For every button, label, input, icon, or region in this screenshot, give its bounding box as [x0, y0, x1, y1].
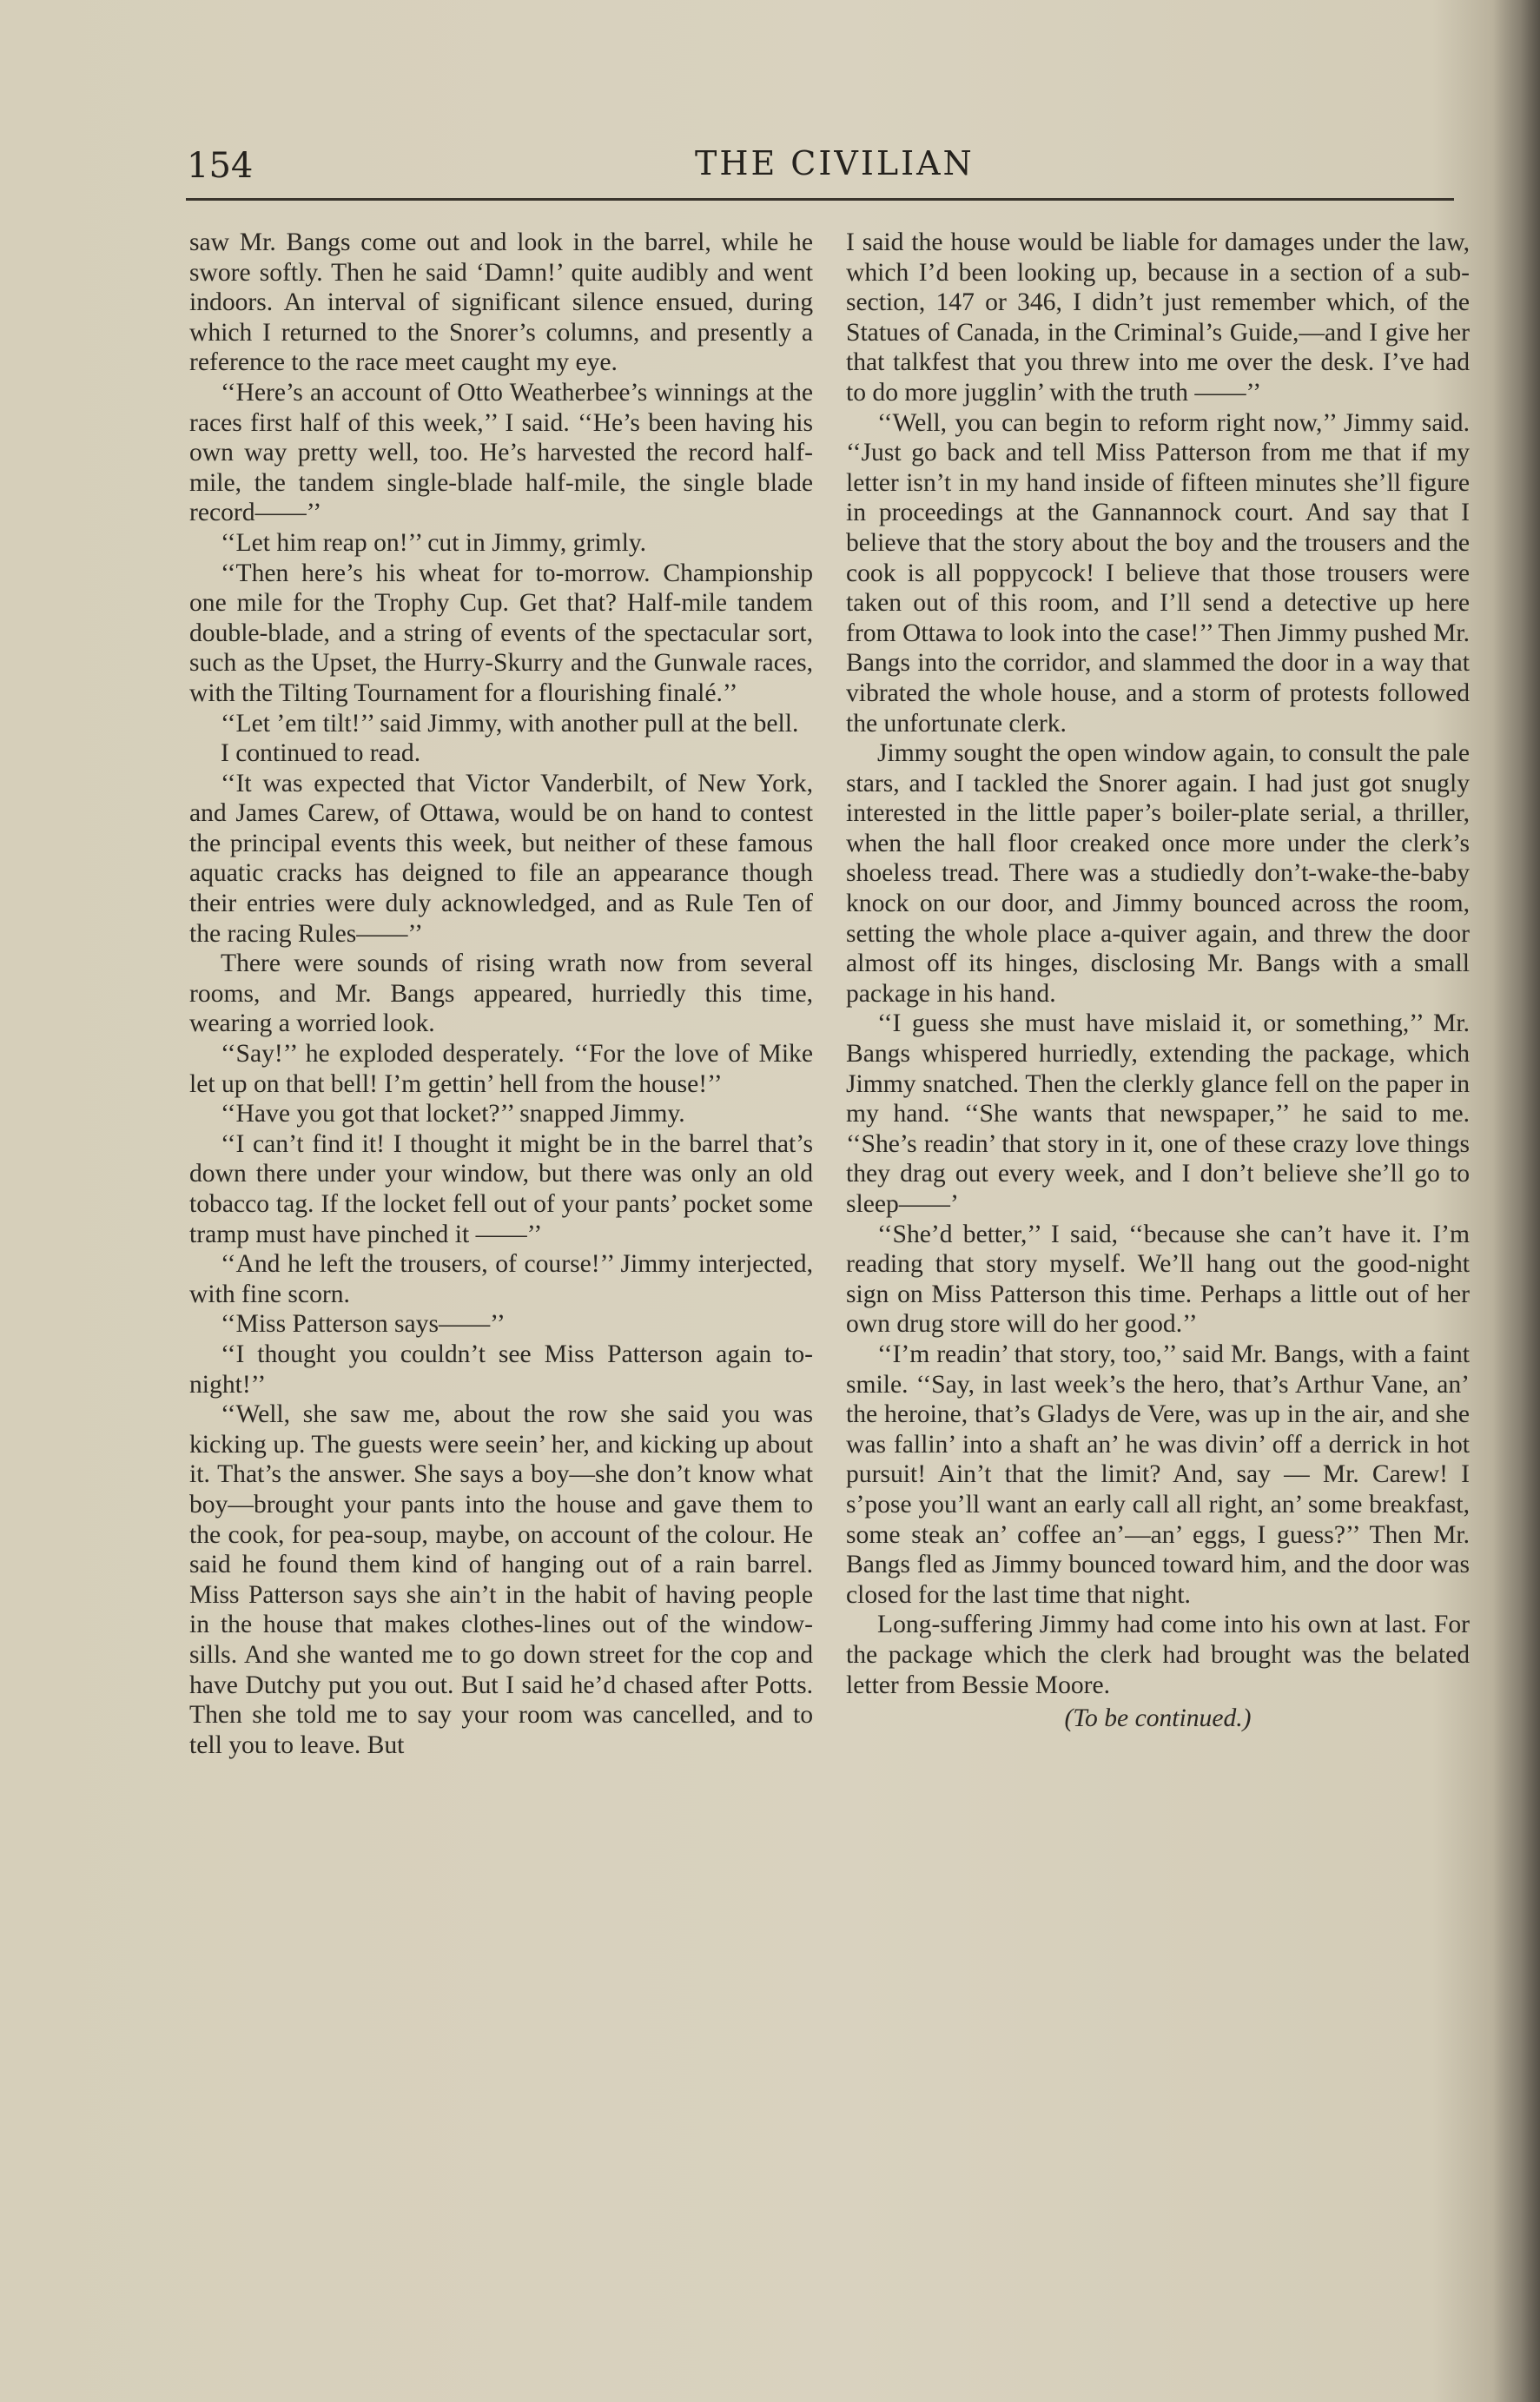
paragraph: ‘‘Say!’’ he exploded desperately. ‘‘For the love of Mike let up on that bell! I’m gettin’ hell from the house!’’: [189, 1040, 813, 1098]
paragraph: ‘‘Have you got that locket?’’ snapped Jimmy.: [221, 1100, 685, 1128]
paragraph: There were sounds of rising wrath now from several rooms, and Mr. Bangs appeared, hurriedly this time, wearing a worried look.: [189, 950, 813, 1038]
paragraph: ‘‘It was expected that Victor Vanderbilt, of New York, and James Carew, of Ottawa, would be on hand to contest the principal events this week, but neither of these famous aquatic cracks has deigned to file an appearance though their entries were duly acknowledged, and as Rule Ten of the racing Rules——’’: [189, 769, 813, 948]
right-column: [846, 228, 1470, 1734]
paragraph: ‘‘Let ’em tilt!’’ said Jimmy, with another pull at the bell.: [221, 709, 799, 738]
paragraph: I continued to read.: [221, 739, 421, 768]
page-binding-shadow: [1492, 0, 1540, 2402]
paragraph: ‘‘Well, she saw me, about the row she said you was kicking up. The guests were seein’ her, and kicking up about it. That’s the answer. She says a boy—she don’t know what boy—brought your pants into the house and gave them to the cook, for pea-soup, maybe, on account of the colour. He said he found them kind of hanging out of a rain barrel. Miss Patterson says she ain’t in the habit of having people in the house that makes clothes-lines out of the window-sills. And she wanted me to go down street for the cop and have Dutchy put you out. But I said he’d chased after Potts. Then she told me to say your room was cancelled, and to tell you to leave. But: [189, 1400, 813, 1759]
paragraph: Long-suffering Jimmy had come into his own at last. For the package which the clerk had brought was the belated letter from Bessie Moore.: [846, 1611, 1470, 1699]
paragraph: ‘‘Well, you can begin to reform right now,’’ Jimmy said. ‘‘Just go back and tell Miss Patterson from me that if my letter isn’t in my hand inside of fifteen minutes she’ll figure in proceedings at the Gannannock court. And say that I believe that the story about the boy and the trousers and the cook is all poppycock! I believe that those trousers were taken out of this room, and I’ll send a detective up here from Ottawa to look into the case!’’ Then Jimmy pushed Mr. Bangs into the corridor, and slammed the door in a way that vibrated the whole house, and a storm of protests followed the unfortunate clerk.: [846, 408, 1470, 738]
paragraph: ‘‘Then here’s his wheat for to-morrow. Championship one mile for the Trophy Cup. Get that? Half-mile tandem double-blade, and a string of events of the spectacular sort, such as the Upset, the Hurry-Skurry and the Gunwale races, with the Tilting Tournament for a flourishing finalé.’’: [189, 559, 813, 707]
page-number: 154: [187, 146, 254, 186]
running-head: THE CIVILIAN: [695, 144, 975, 182]
paragraph: ‘‘I thought you couldn’t see Miss Patterson again to-night!’’: [189, 1340, 813, 1399]
continued-note: (To be continued.): [1064, 1704, 1252, 1733]
paragraph: Jimmy sought the open window again, to consult the pale stars, and I tackled the Snorer again. I had just got snugly interested in the little paper’s boiler-plate serial, a thriller, when the hall floor creaked once more under the clerk’s shoeless tread. There was a studiedly don’t-wake-the-baby knock on our door, and Jimmy bounced across the room, setting the whole place a-quiver again, and threw the door almost off its hinges, disclosing Mr. Bangs with a small package in his hand.: [846, 739, 1470, 1008]
paragraph: saw Mr. Bangs come out and look in the barrel, while he swore softly. Then he said ‘Damn!’ quite audibly and went indoors. An interval of significant silence ensued, during which I returned to the Snorer’s columns, and presently a reference to the race meet caught my eye.: [189, 228, 813, 377]
paragraph: ‘‘I guess she must have mislaid it, or something,’’ Mr. Bangs whispered hurriedly, extending the package, which Jimmy snatched. Then the clerkly glance fell on the paper in my hand. ‘‘She wants that newspaper,’’ he said to me. ‘‘She’s readin’ that story in it, one of these crazy love things they drag out every week, and I don’t believe she’ll go to sleep——’: [846, 1009, 1470, 1218]
paragraph: ‘‘I’m readin’ that story, too,’’ said Mr. Bangs, with a faint smile. ‘‘Say, in last week’s the hero, that’s Arthur Vane, an’ the heroine, that’s Gladys de Vere, was up in the air, and she was fallin’ into a shaft an’ he was divin’ off a derrick in hot pursuit! Ain’t that the limit? And, say — Mr. Carew! I s’pose you’ll want an early call all right, an’ some breakfast, some steak an’ coffee an’—an’ eggs, I guess?’’ Then Mr. Bangs fled as Jimmy bounced toward him, and the door was closed for the last time that night.: [846, 1340, 1470, 1609]
paragraph: ‘‘Miss Patterson says——’’: [221, 1310, 506, 1339]
header-rule: [186, 198, 1454, 201]
paragraph: ‘‘And he left the trousers, of course!’’ Jimmy interjected, with fine scorn.: [189, 1250, 813, 1308]
paragraph: I said the house would be liable for damages under the law, which I’d been looking up, because in a section of a sub-section, 147 or 346, I didn’t just remember which, of the Statues of Canada, in the Criminal’s Guide,—and I give her that talkfest that you threw into me over the desk. I’ve had to do more jugglin’ with the truth ——’’: [846, 228, 1470, 407]
paragraph: ‘‘Let him reap on!’’ cut in Jimmy, grimly.: [221, 528, 647, 557]
paragraph: ‘‘She’d better,’’ I said, ‘‘because she can’t have it. I’m reading that story myself. We’ll hang out the good-night sign on Miss Patterson this time. Perhaps a little out of her own drug store will do her good.’’: [846, 1220, 1470, 1339]
left-column: [189, 228, 813, 1760]
paragraph: ‘‘I can’t find it! I thought it might be in the barrel that’s down there under your window, but there was only an old tobacco tag. If the locket fell out of your pants’ pocket some tramp must have pinched it ——’’: [189, 1129, 813, 1248]
paragraph: ‘‘Here’s an account of Otto Weatherbee’s winnings at the races first half of this week,’’ I said. ‘‘He’s been having his own way pretty well, too. He’s harvested the record half-mile, the tandem single-blade half-mile, the single blade record——’’: [189, 378, 813, 527]
